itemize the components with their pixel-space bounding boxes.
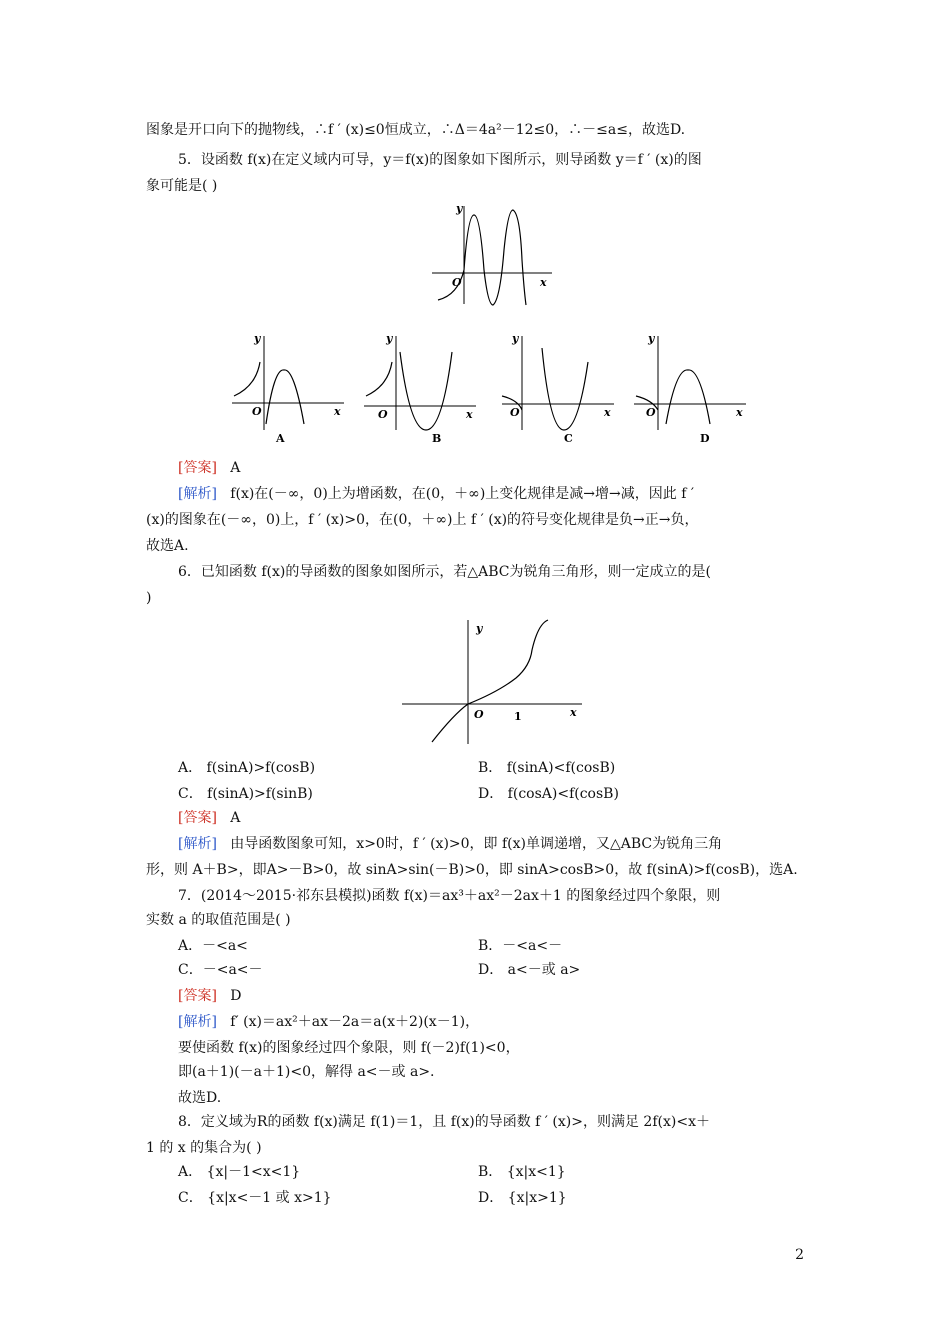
q6-option-c: C． f(sinA)>f(sinB) [178, 786, 313, 802]
explanation-6-line2: 形，则 A＋B>，即A>－B>0，故 sinA>sin(－B)>0，即 sinA>cosB>0，故 f(sinA)>f(cosB)，选A. [146, 862, 798, 878]
svg-text:x: x [334, 405, 341, 418]
question-6-line2: ) [146, 590, 152, 606]
question-8-line2: 1 的 x 的集合为( ) [146, 1140, 262, 1156]
q5-function-graph [428, 200, 558, 310]
svg-text:y: y [254, 332, 261, 345]
tick-label-one: 1 [514, 710, 522, 723]
q6-option-d: D． f(cosA)<f(cosB) [478, 786, 619, 802]
question-5-line1: 5．设函数 f(x)在定义域内可导，y＝f(x)的图象如下图所示，则导函数 y＝f ′ (x)的图 [178, 152, 702, 168]
choice-label-b: B [432, 432, 442, 445]
choice-label-c: C [564, 432, 573, 445]
explanation-7-line4: 故选D. [178, 1090, 222, 1106]
question-5-line2: 象可能是( ) [146, 178, 218, 194]
svg-text:y: y [512, 332, 519, 345]
page-number: 2 [795, 1247, 804, 1263]
svg-text:O: O [510, 406, 520, 419]
svg-text:x: x [466, 408, 473, 421]
q8-option-d: D． {x|x>1} [478, 1190, 567, 1206]
axis-x-label: x [540, 276, 547, 289]
question-7-line1: 7．(2014～2015·祁东县模拟)函数 f(x)＝ax³＋ax²－2ax＋1 的图象经过四个象限，则 [178, 888, 721, 904]
svg-text:x: x [604, 406, 611, 419]
explanation-5-line1: [解析] f(x)在(－∞，0)上为增函数，在(0，＋∞)上变化规律是减→增→减，因此 f ′ [178, 486, 695, 502]
q6-option-b: B． f(sinA)<f(cosB) [478, 760, 616, 776]
axis-y-label: y [456, 202, 463, 215]
q8-option-b: B． {x|x<1} [478, 1164, 566, 1180]
q6-derivative-graph [398, 614, 588, 748]
svg-text:y: y [386, 332, 393, 345]
explanation-5-line3: 故选A. [146, 538, 189, 554]
question-7-line2: 实数 a 的取值范围是( ) [146, 912, 291, 928]
svg-text:y: y [648, 332, 655, 345]
svg-text:x: x [736, 406, 743, 419]
answer-7: [答案] D [178, 988, 242, 1004]
svg-text:y: y [476, 622, 483, 635]
svg-text:O: O [252, 405, 262, 418]
q7-option-b: B．－<a<－ [478, 938, 563, 954]
explanation-5-line2: (x)的图象在(－∞，0)上，f ′ (x)>0，在(0，＋∞)上 f ′ (x)的符号变化规律是负→正→负， [146, 512, 699, 528]
explanation-6-line1: [解析] 由导函数图象可知，x>0时，f ′ (x)>0，即 f(x)单调递增，又△ABC为锐角三角 [178, 836, 723, 852]
q8-option-a: A． {x|－1<x<1} [178, 1164, 301, 1180]
question-8-line1: 8．定义域为R的函数 f(x)满足 f(1)＝1，且 f(x)的导函数 f ′ (x)>，则满足 2f(x)<x＋ [178, 1114, 710, 1130]
answer-6: [答案] A [178, 810, 241, 826]
svg-text:O: O [646, 406, 656, 419]
choice-graph-d [630, 326, 750, 448]
q6-option-a: A． f(sinA)>f(cosB) [178, 760, 316, 776]
choice-label-d: D [700, 432, 710, 445]
svg-text:O: O [378, 408, 388, 421]
q8-option-c: C． {x|x<－1 或 x>1} [178, 1190, 332, 1206]
q7-option-a: A．－<a< [178, 938, 248, 954]
origin-label: O [452, 276, 462, 289]
choice-label-a: A [276, 432, 285, 445]
svg-text:O: O [474, 708, 484, 721]
choice-graph-c [498, 326, 618, 448]
svg-text:x: x [570, 706, 577, 719]
q7-option-c: C．－<a<－ [178, 962, 263, 978]
answer-5: [答案] A [178, 460, 241, 476]
choice-graph-a [228, 326, 348, 448]
q7-option-d: D． a<－或 a> [478, 962, 581, 978]
explanation-7-line3: 即(a＋1)(－a＋1)<0，解得 a<－或 a>. [178, 1064, 435, 1080]
explanation-7-line2: 要使函数 f(x)的图象经过四个象限，则 f(－2)f(1)<0， [178, 1040, 520, 1056]
question-6-line1: 6．已知函数 f(x)的导函数的图象如图所示，若△ABC为锐角三角形，则一定成立的是( [178, 564, 711, 580]
text-line: 图象是开口向下的抛物线，∴f ′ (x)≤0恒成立，∴Δ＝4a²－12≤0，∴－≤a≤，故选D. [146, 122, 686, 138]
choice-graph-b [360, 326, 480, 448]
explanation-7-line1: [解析] f′ (x)＝ax²＋ax－2a＝a(x＋2)(x－1)， [178, 1014, 480, 1030]
